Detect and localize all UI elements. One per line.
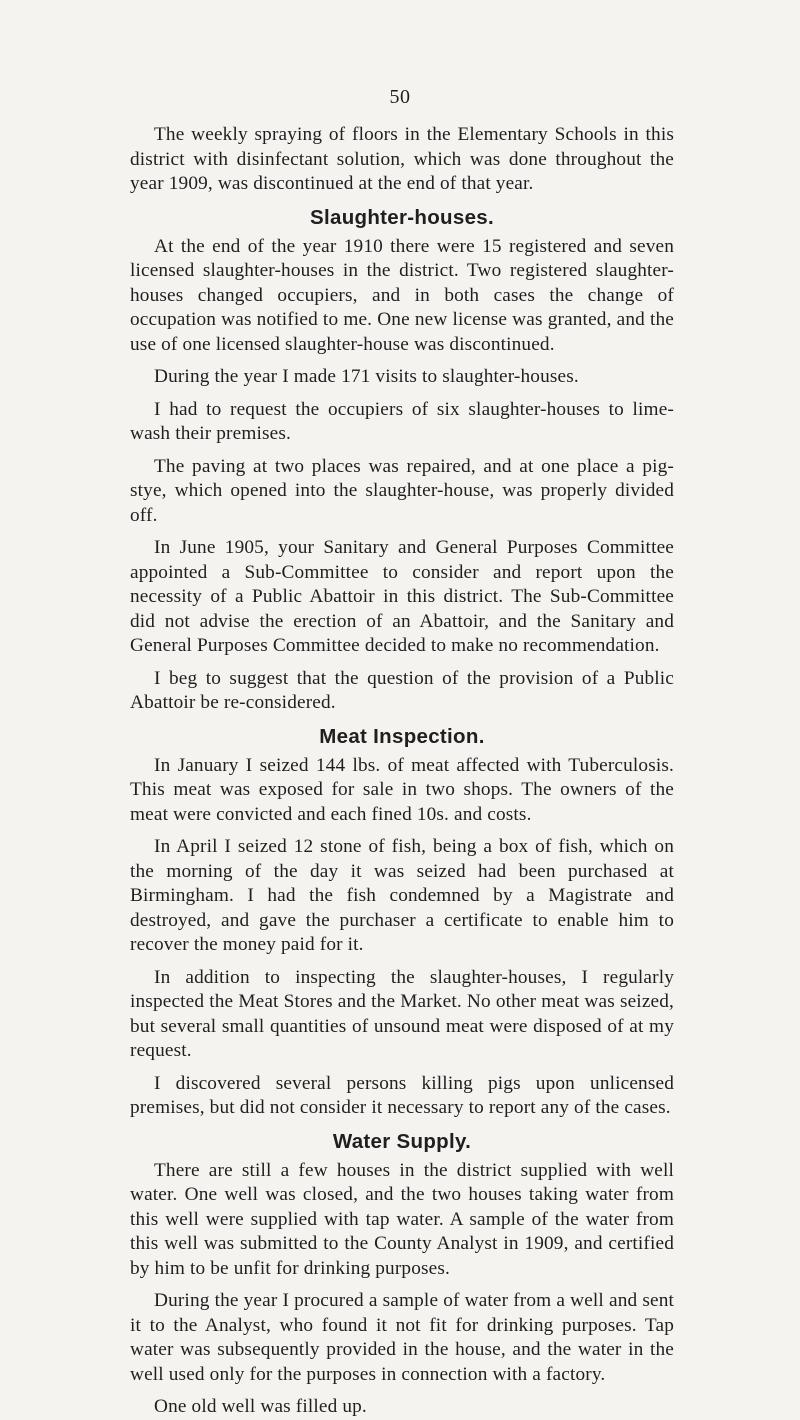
paragraph: I discovered several persons killing pigs upon unlicensed premises, but did not consider it necessary to report any of the cases. [130,1072,674,1118]
paragraph: In addition to inspecting the slaughter-houses, I regularly inspected the Meat Stores and the Market. No other meat was seized, but several small quantities of unsound meat were disposed of at my request. [130,966,674,1061]
paragraph: In April I seized 12 stone of fish, being a box of fish, which on the morning of the day it was seized had been purchased at Birmingham. I had the fish condemned by a Magistrate and destroyed, and gave the purchaser a certificate to enable him to recover the money paid for it. [130,836,674,955]
paragraph: One old well was filled up. [154,1396,367,1417]
paragraph: I beg to suggest that the question of the provision of a Public Abattoir be re-considered. [130,667,674,713]
page-number: 50 [389,86,411,108]
paragraph: At the end of the year 1910 there were 15 registered and seven licensed slaughter-houses in the district. Two registered slaughter-houses changed occupiers, and in both cases the change of occupation was notified to me. One new license was granted, and the use of one licensed slaughter-house was discontinued. [130,235,674,355]
body-text [130,123,674,1420]
section-heading-meat-inspection: Meat Inspection. [319,724,485,748]
paragraph: I had to request the occupiers of six slaughter-houses to lime-wash their premises. [130,398,674,444]
paragraph: During the year I procured a sample of water from a well and sent it to the Analyst, who found it not fit for drinking purposes. Tap water was subsequently provided in the house, and the water in the well used only for the purposes in connection with a factory. [130,1290,674,1385]
paragraph: In June 1905, your Sanitary and General Purposes Committee appointed a Sub-Committee to consider and report upon the necessity of a Public Abattoir in this district. The Sub-Committee did not advise the erection of an Abattoir, and the Sanitary and General Purposes Committee decided to make no recommendation. [130,537,674,656]
paragraph: The paving at two places was repaired, and at one place a pig-stye, which opened into the slaughter-house, was properly divided off. [130,455,674,526]
paragraph: In January I seized 144 lbs. of meat affected with Tuberculosis. This meat was exposed for sale in two shops. The owners of the meat were convicted and each fined 10s. and costs. [130,754,674,825]
section-heading-slaughter-houses: Slaughter-houses. [310,205,494,229]
paragraph: During the year I made 171 visits to slaughter-houses. [154,366,579,387]
section-heading-water-supply: Water Supply. [332,1129,472,1153]
paragraph: The weekly spraying of floors in the Elementary Schools in this district with disinfectant solution, which was done throughout the year 1909, was discontinued at the end of that year. [130,124,674,194]
paragraph: There are still a few houses in the district supplied with well water. One well was closed, and the two houses taking water from this well were supplied with tap water. A sample of the water from this well was submitted to the County Analyst in 1909, and certified by him to be unfit for drinking purposes. [130,1159,674,1279]
